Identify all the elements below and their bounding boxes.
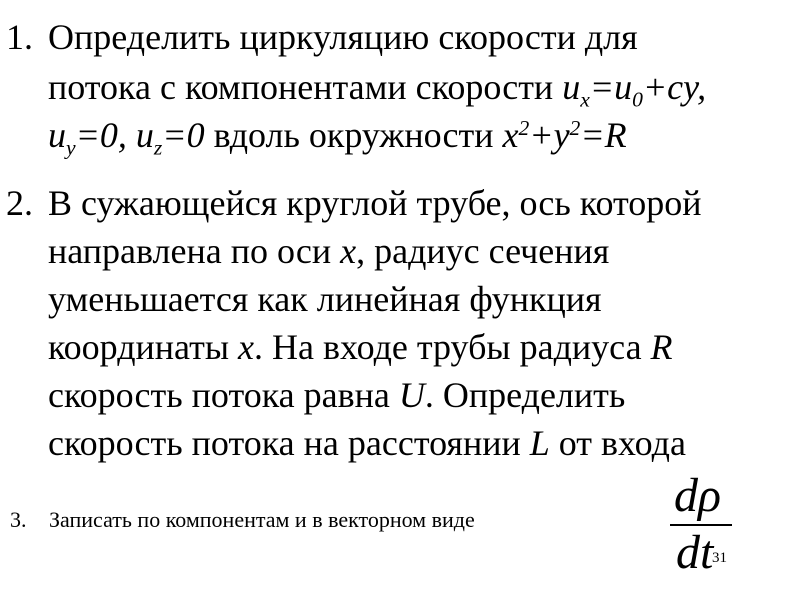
circle-eq: =R — [580, 115, 627, 155]
item-2-line-4 — [48, 324, 673, 371]
uy-symbol — [48, 115, 205, 160]
ux-eq: =u — [589, 67, 633, 107]
uy-base: u — [48, 115, 66, 155]
circle-x: x — [502, 115, 519, 155]
fraction-denominator: dt — [676, 526, 714, 579]
list-number: 1. — [6, 17, 33, 57]
ux-base: u — [562, 67, 581, 107]
item-2-line-3: уменьшается как линейная функция — [48, 279, 602, 319]
item-1-line-1: Определить циркуляцию скорости для — [48, 17, 638, 57]
variable-u: U — [398, 375, 425, 415]
uz-base: u — [135, 115, 154, 155]
item-1-line-2 — [48, 64, 706, 111]
fraction-numerator: dρ — [674, 469, 722, 522]
list-number: 3. — [10, 507, 27, 532]
circle-y-sup: 2 — [569, 116, 581, 141]
text-span: скорость потока на расстоянии — [48, 423, 530, 463]
circle-equation — [502, 115, 626, 155]
text-span: вдоль окружности — [204, 115, 503, 155]
variable-x: x — [340, 231, 357, 271]
text-span: потока с компонентами скорости — [48, 67, 563, 107]
item-2-line-6 — [48, 420, 686, 467]
variable-l: L — [529, 423, 550, 463]
item-2-line-1: В сужающейся круглой трубе, ось которой — [48, 183, 702, 223]
ux-rest: +cy, — [642, 67, 707, 107]
text-span: , радиус сечения — [356, 231, 610, 271]
text-span: координаты — [48, 327, 239, 367]
item-2-line-5 — [48, 372, 625, 419]
item-3-text: Записать по компонентам и в векторном виде — [49, 507, 475, 532]
text-span: . На входе трубы радиуса — [254, 327, 651, 367]
variable-x: x — [238, 327, 254, 367]
item-2-line-2 — [48, 228, 609, 275]
uy-rest: =0, — [75, 115, 136, 155]
text-span: направлена по оси — [48, 231, 341, 271]
circle-x-sup: 2 — [518, 116, 530, 141]
ux-symbol — [562, 67, 707, 112]
ux-subscript: x — [580, 87, 590, 112]
text-span: от входа — [549, 423, 686, 463]
variable-r: R — [650, 327, 673, 367]
page-number: 31 — [712, 550, 727, 566]
uz-subscript: z — [153, 135, 163, 160]
circle-plus: + — [529, 115, 554, 155]
list-number: 2. — [6, 183, 33, 223]
uy-subscript: y — [66, 135, 76, 160]
u0-subscript: 0 — [632, 87, 643, 112]
uz-rest: =0 — [162, 115, 205, 155]
text-span: . Определить — [424, 375, 626, 415]
item-1-line-3 — [48, 112, 627, 159]
text-span: скорость потока равна — [48, 375, 399, 415]
circle-y: y — [553, 115, 570, 155]
